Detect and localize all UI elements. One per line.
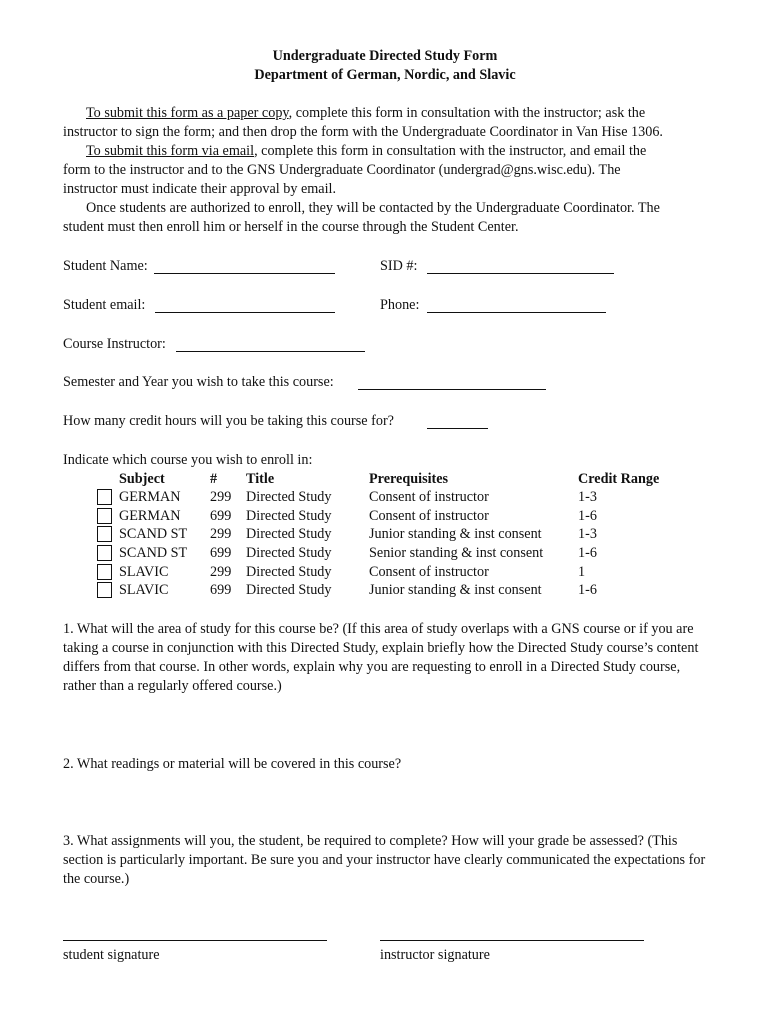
course-prereq: Consent of instructor bbox=[369, 564, 489, 580]
course-instructor-label: Course Instructor: bbox=[63, 336, 166, 352]
email-instructions-line1: To submit this form via email, complete this form in consultation with the instructor, and email the bbox=[86, 143, 647, 159]
course-prereq: Senior standing & inst consent bbox=[369, 545, 544, 561]
enroll-instructions-line2: student must then enroll him or herself in the course through the Student Center. bbox=[63, 219, 519, 235]
student-name-label: Student Name: bbox=[63, 258, 148, 274]
semester-year-field[interactable] bbox=[358, 389, 546, 390]
course-subject: SCAND ST bbox=[119, 526, 188, 542]
phone-field[interactable] bbox=[427, 312, 606, 313]
student-signature-label: student signature bbox=[63, 947, 160, 963]
semester-year-label: Semester and Year you wish to take this course: bbox=[63, 374, 334, 390]
course-number: 699 bbox=[210, 508, 232, 524]
paper-instructions-line2: instructor to sign the form; and then drop the form with the Undergraduate Coordinator in Van Hise 1306. bbox=[63, 124, 663, 140]
course-title: Directed Study bbox=[246, 545, 332, 561]
course-prereq: Junior standing & inst consent bbox=[369, 526, 542, 542]
course-number: 699 bbox=[210, 582, 232, 598]
course-credit: 1-6 bbox=[578, 508, 597, 524]
phone-label: Phone: bbox=[380, 297, 420, 313]
course-checkbox[interactable] bbox=[97, 545, 112, 561]
student-email-field[interactable] bbox=[155, 312, 335, 313]
course-number: 299 bbox=[210, 526, 232, 542]
sid-field[interactable] bbox=[427, 273, 614, 274]
form-title: Undergraduate Directed Study Form bbox=[272, 48, 498, 64]
course-title: Directed Study bbox=[246, 489, 332, 505]
course-number: 299 bbox=[210, 489, 232, 505]
course-number: 299 bbox=[210, 564, 232, 580]
student-name-field[interactable] bbox=[154, 273, 335, 274]
course-subject: SLAVIC bbox=[119, 582, 169, 598]
course-subject: SCAND ST bbox=[119, 545, 188, 561]
instructor-signature-line[interactable] bbox=[380, 940, 644, 941]
course-checkbox[interactable] bbox=[97, 564, 112, 580]
paper-instructions-line1: To submit this form as a paper copy, complete this form in consultation with the instructor; ask the bbox=[86, 105, 646, 121]
credit-header: Credit Range bbox=[578, 471, 660, 487]
question-3: 3. What assignments will you, the student, be required to complete? How will your grade be assessed? (This section is particularly important. Be sure you and your instructor have clearly communicated the expectations for the course.) bbox=[63, 833, 706, 887]
prereq-header: Prerequisites bbox=[369, 471, 449, 487]
enroll-instructions-line1: Once students are authorized to enroll, they will be contacted by the Undergraduate Coordinator. The bbox=[86, 200, 660, 216]
course-checkbox[interactable] bbox=[97, 526, 112, 542]
question-2: 2. What readings or material will be covered in this course? bbox=[63, 756, 402, 772]
email-instructions-line2: form to the instructor and to the GNS Undergraduate Coordinator (undergrad@gns.wisc.edu). The bbox=[63, 162, 621, 178]
course-checkbox[interactable] bbox=[97, 489, 112, 505]
paper-submit-link: To submit this form as a paper copy bbox=[86, 105, 289, 121]
course-checkbox[interactable] bbox=[97, 508, 112, 524]
course-title: Directed Study bbox=[246, 582, 332, 598]
student-email-label: Student email: bbox=[63, 297, 146, 313]
course-instructor-field[interactable] bbox=[176, 351, 365, 352]
course-checkbox[interactable] bbox=[97, 582, 112, 598]
instructor-signature-label: instructor signature bbox=[380, 947, 490, 963]
course-number: 699 bbox=[210, 545, 232, 561]
number-header: # bbox=[210, 471, 218, 487]
course-prereq: Junior standing & inst consent bbox=[369, 582, 542, 598]
course-subject: GERMAN bbox=[119, 489, 181, 505]
question-1: 1. What will the area of study for this course be? (If this area of study overlaps with a GNS course or if you are taking a course in conjunction with this Directed Study, explain briefly how the Directed Study course’s content differs from that course. In other words, explain why you are requesting to enroll in a Directed Study course, rather than a regularly offered course.) bbox=[63, 621, 699, 694]
student-signature-line[interactable] bbox=[63, 940, 327, 941]
course-prereq: Consent of instructor bbox=[369, 508, 489, 524]
course-credit: 1-6 bbox=[578, 582, 597, 598]
credit-hours-field[interactable] bbox=[427, 428, 488, 429]
course-title: Directed Study bbox=[246, 526, 332, 542]
credit-hours-label: How many credit hours will you be taking this course for? bbox=[63, 413, 394, 429]
course-prereq: Consent of instructor bbox=[369, 489, 489, 505]
department-title: Department of German, Nordic, and Slavic bbox=[254, 67, 516, 83]
course-credit: 1 bbox=[578, 564, 586, 580]
subject-header: Subject bbox=[119, 471, 165, 487]
email-instructions-line3: instructor must indicate their approval by email. bbox=[63, 181, 337, 197]
sid-label: SID #: bbox=[380, 258, 418, 274]
course-credit: 1-6 bbox=[578, 545, 597, 561]
course-credit: 1-3 bbox=[578, 489, 597, 505]
course-subject: SLAVIC bbox=[119, 564, 169, 580]
course-subject: GERMAN bbox=[119, 508, 181, 524]
course-title: Directed Study bbox=[246, 564, 332, 580]
title-header: Title bbox=[246, 471, 275, 487]
course-title: Directed Study bbox=[246, 508, 332, 524]
email-submit-link: To submit this form via email bbox=[86, 143, 255, 159]
course-credit: 1-3 bbox=[578, 526, 597, 542]
course-table-intro: Indicate which course you wish to enroll in: bbox=[63, 452, 313, 468]
